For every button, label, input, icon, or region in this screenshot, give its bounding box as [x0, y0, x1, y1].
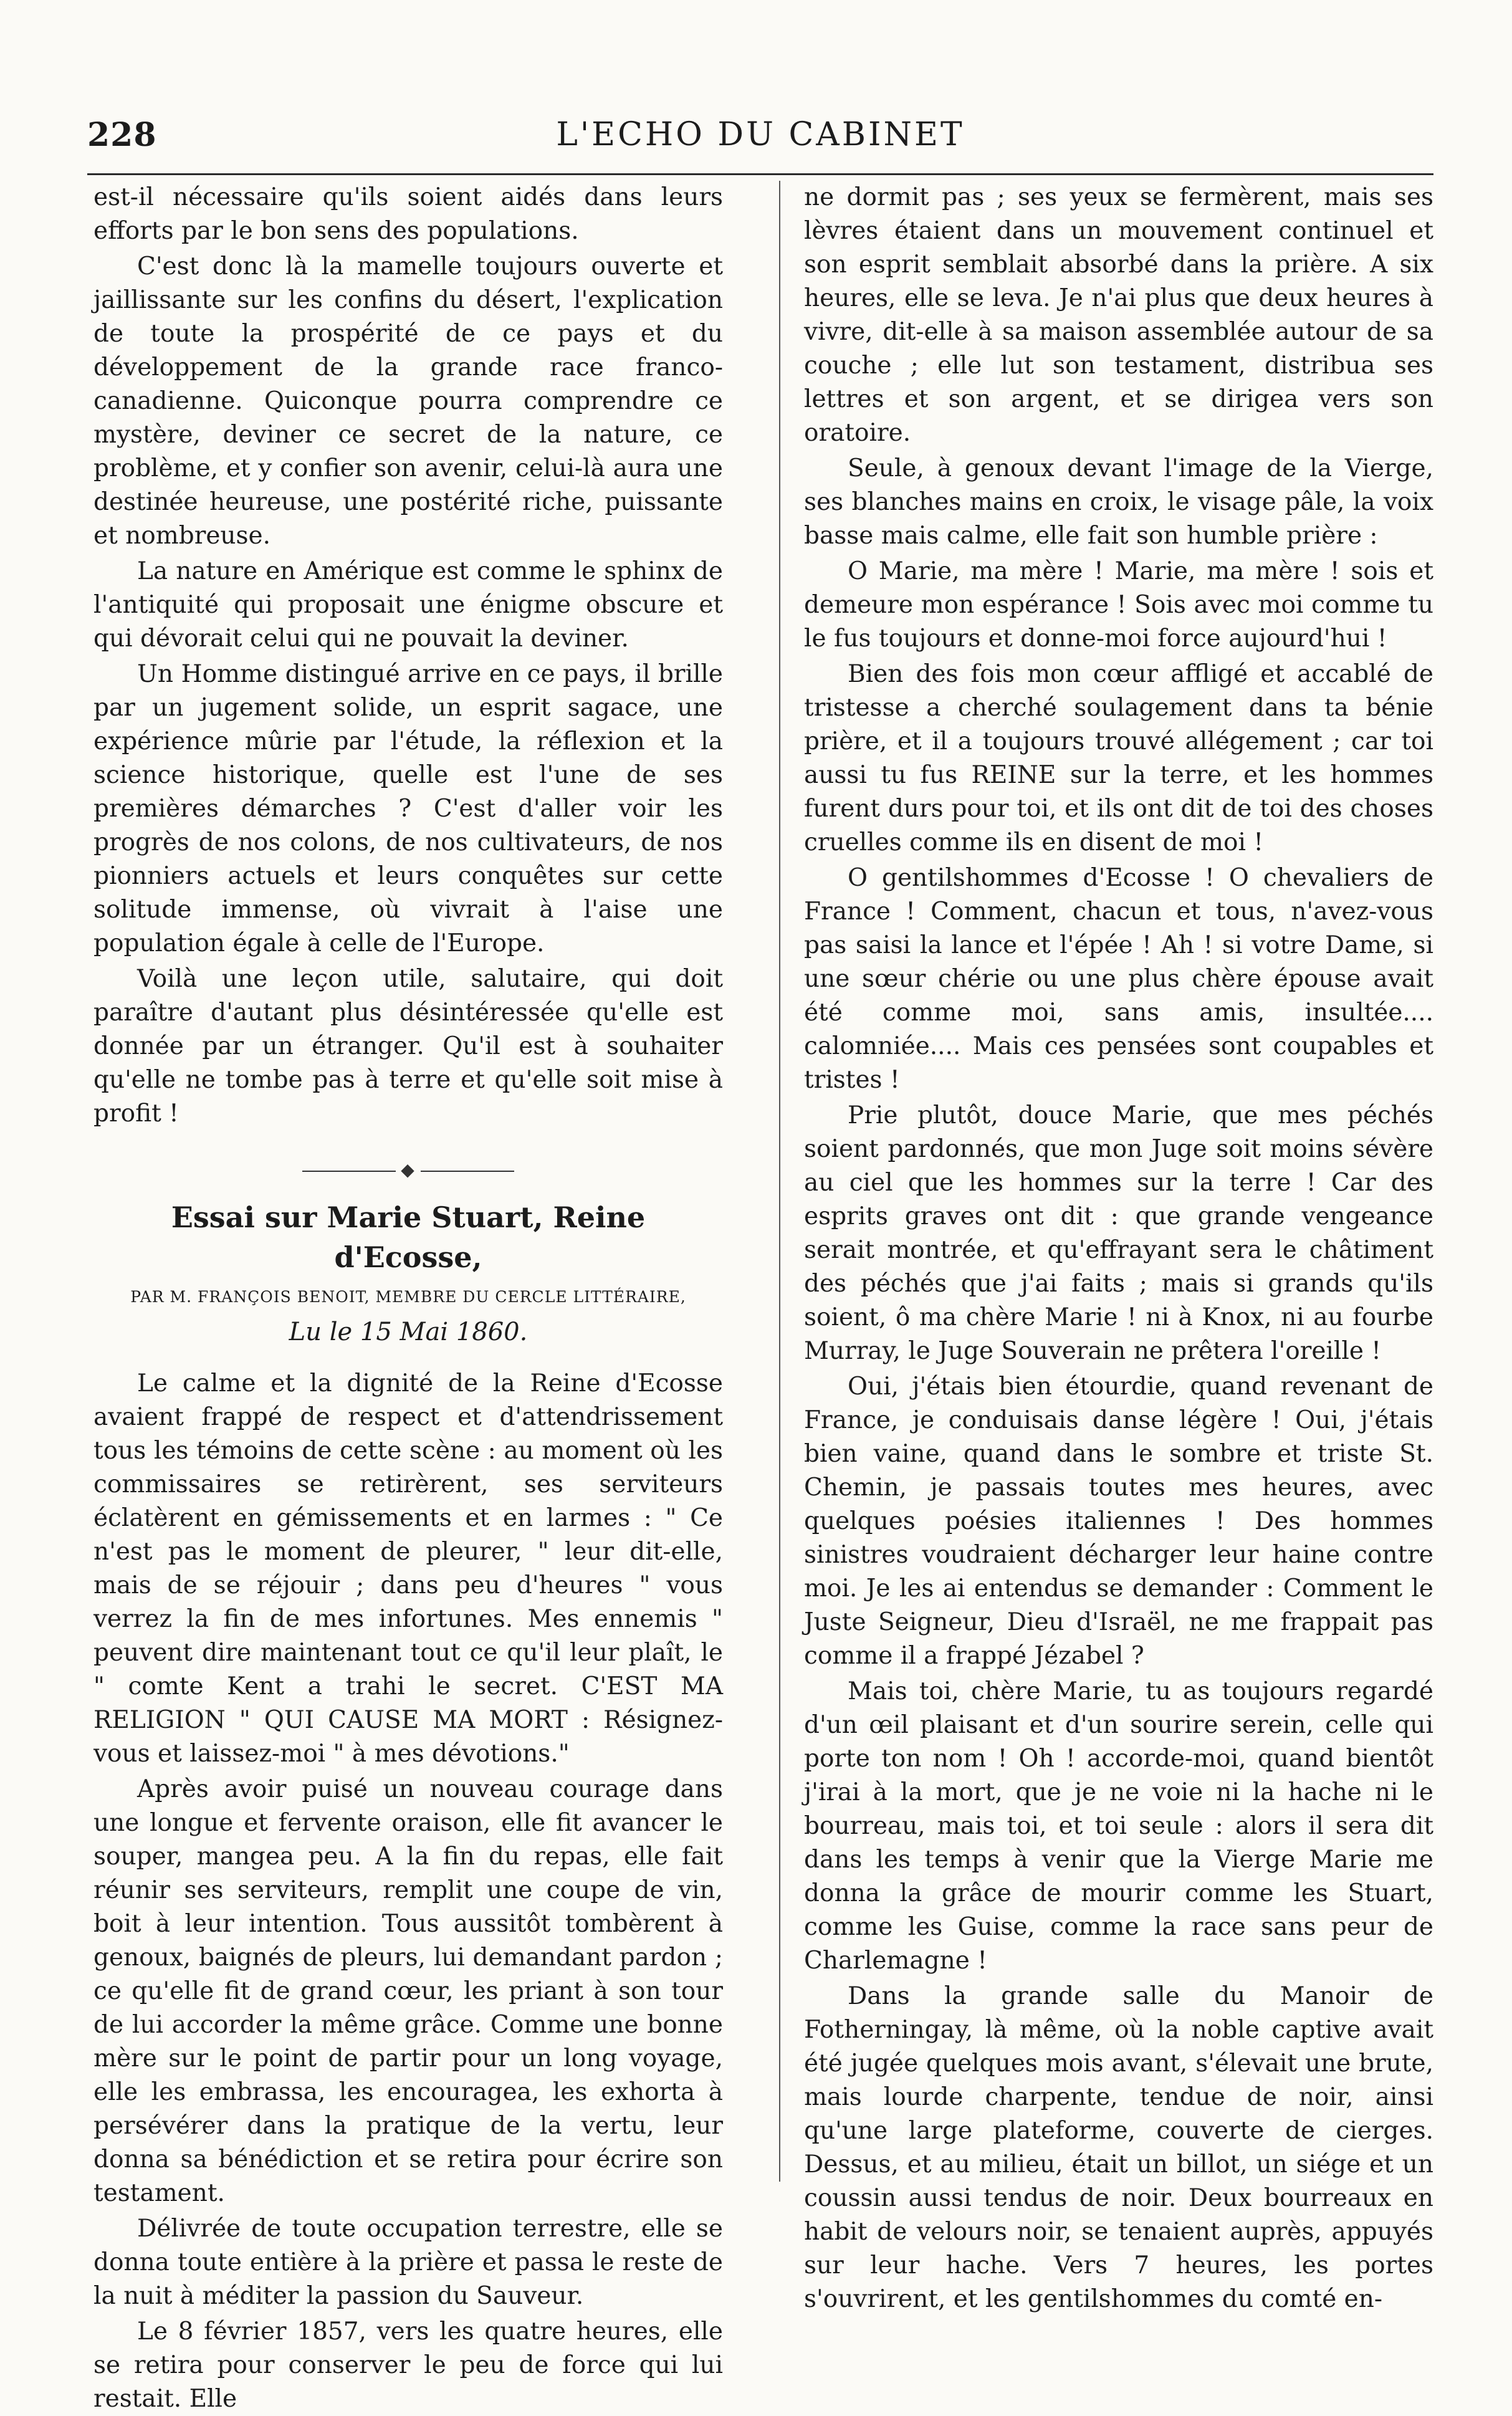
paragraph: C'est donc là la mamelle toujours ouverte et jaillissante sur les confins du désert, l'explication de toute la prospérité de ce pays et du développement de la grande race franco-canadienne. Quiconque pourra comprendre ce mystère, deviner ce secret de la nature, ce problème, et y confier son avenir, celui-là aura une destinée heureuse, une postérité riche, puissante et nombreuse.: [93, 252, 723, 550]
paragraph: Dans la grande salle du Manoir de Fotherningay, là même, où la noble captive avait été jugée quelques mois avant, s'élevait une brute, mais lourde charpente, tendue de noir, ainsi qu'une large plateforme, couverte de cierges. Dessus, et au milieu, était un billot, un siége et un coussin aussi tendus de noir. Deux bourreaux en habit de velours noir, se tenaient auprès, appuyés sur leur hache. Vers 7 heures, les portes s'ouvrirent, et les gentilshommes du comté en-: [804, 1982, 1433, 2313]
paragraph: Le calme et la dignité de la Reine d'Ecosse avaient frappé de respect et d'attendrissement tous les témoins de cette scène : au moment où les commissaires se retirèrent, ses serviteurs éclatèrent en gémissements et en larmes : " Ce n'est pas le moment de pleurer, " leur dit-elle, mais de se réjouir ; dans peu d'heures " vous verrez la fin de mes infortunes. Mes ennemis " peuvent dire maintenant tout ce qu'il leur plaît, le " comte Kent a trahi le secret. C'EST MA RELIGION " QUI CAUSE MA MORT : Résignez-vous et laissez-moi " à mes dévotions.": [93, 1369, 723, 1768]
paragraph: Un Homme distingué arrive en ce pays, il brille par un jugement solide, un esprit sagace, une expérience mûrie par l'étude, la réflexion et la science historique, quelle est l'une de ses premières démarches ? C'est d'aller voir les progrès de nos colons, de nos cultivateurs, de nos pionniers actuels et leurs conquêtes sur cette solitude immense, où vivrait à l'aise une population égale à celle de l'Europe.: [93, 660, 723, 957]
paragraph: Voilà une leçon utile, salutaire, qui doit paraître d'autant plus désintéressée qu'elle est donnée par un étranger. Qu'il est à souhaiter qu'elle ne tombe pas à terre et qu'elle soit mise à profit !: [93, 965, 723, 1128]
header-rule: [87, 173, 1433, 175]
paragraph: O Marie, ma mère ! Marie, ma mère ! sois et demeure mon espérance ! Sois avec moi comme tu le fus toujours et donne-moi force aujourd'hui !: [804, 557, 1433, 653]
paragraph: Oui, j'étais bien étourdie, quand revenant de France, je conduisais danse légère ! Oui, j'étais bien vaine, quand dans le sombre et triste St. Chemin, je passais toutes mes heures, avec quelques poésies italiennes ! Des hommes sinistres voudraient décharger leur haine contre moi. Je les ai entendus se demander : Comment le Juste Seigneur, Dieu d'Israël, ne me frappait pas comme il a frappé Jézabel ?: [804, 1373, 1433, 1670]
article-byline: PAR M. FRANÇOIS BENOIT, MEMBRE DU CERCLE LITTÉRAIRE,: [130, 1288, 686, 1306]
paragraph: O gentilshommes d'Ecosse ! O chevaliers de France ! Comment, chacun et tous, n'avez-vous pas saisi la lance et l'épée ! Ah ! si votre Dame, si une sœur chérie ou une plus chère épouse avait été comme moi, sans amis, insultée.... calomniée.... Mais ces pensées sont coupables et tristes !: [804, 864, 1433, 1094]
paragraph: est-il nécessaire qu'ils soient aidés dans leurs efforts par le bon sens des populations.: [93, 183, 723, 245]
paragraph: Mais toi, chère Marie, tu as toujours regardé d'un œil plaisant et d'un sourire serein, celle qui porte ton nom ! Oh ! accorde-moi, quand bientôt j'irai à la mort, que je ne voie ni la hache ni le bourreau, mais toi, et toi seule : alors il sera dit dans les temps à venir que la Vierge Marie me donna la grâce de mourir comme les Stuart, comme les Guise, comme la race sans peur de Charlemagne !: [804, 1677, 1433, 1975]
article-dateline: Lu le 15 Mai 1860.: [289, 1318, 528, 1346]
right-column: [804, 181, 1433, 2313]
paragraph: Après avoir puisé un nouveau courage dans une longue et fervente oraison, elle fit avancer le souper, mangea peu. A la fin du repas, elle fait réunir ses serviteurs, remplit une coupe de vin, boit à leur intention. Tous aussitôt tombèrent à genoux, baignés de pleurs, lui demandant pardon ; ce qu'elle fit de grand cœur, les priant à son tour de lui accorder la même grâce. Comme une bonne mère sur le point de partir pour un long voyage, elle les embrassa, les encouragea, les exhorta à persévérer dans la pratique de la vertu, leur donna sa bénédiction et se retira pour écrire son testament.: [93, 1775, 723, 2207]
column-divider: [779, 181, 780, 2182]
left-column: [93, 181, 723, 2413]
page-number: 228: [87, 116, 157, 154]
paragraph: Seule, à genoux devant l'image de la Vierge, ses blanches mains en croix, le visage pâle, la voix basse mais calme, elle fait son humble prière :: [804, 454, 1433, 550]
paragraph: ne dormit pas ; ses yeux se fermèrent, mais ses lèvres étaient dans un mouvement continuel et son esprit semblait absorbé dans la prière. A six heures, elle se leva. Je n'ai plus que deux heures à vivre, dit-elle à sa maison assemblée autour de sa couche ; elle lut son testament, distribua ses lettres et son argent, et se dirigea vers son oratoire.: [804, 183, 1433, 447]
paragraph: Prie plutôt, douce Marie, que mes péchés soient pardonnés, que mon Juge soit moins sévère au ciel que les hommes sur la terre ! Car des esprits graves ont dit : que grande vengeance serait montrée, et qu'effrayant sera le châtiment des péchés que j'ai faits ; mais si grands qu'ils soient, ô ma chère Marie ! ni à Knox, ni au fourbe Murray, le Juge Souverain ne prêtera l'oreille !: [804, 1101, 1433, 1365]
journal-title: L'ECHO DU CABINET: [556, 116, 965, 153]
section-divider-ornament: ◆: [93, 1159, 723, 1180]
paragraph: Délivrée de toute occupation terrestre, elle se donna toute entière à la prière et passa le reste de la nuit à méditer la passion du Sauveur.: [93, 2215, 723, 2310]
paragraph: Bien des fois mon cœur affligé et accablé de tristesse a cherché soulagement dans ta bénie prière, et il a toujours trouvé allégement ; car toi aussi tu fus REINE sur la terre, et les hommes furent durs pour toi, et ils ont dit de toi des choses cruelles comme ils en disent de moi !: [804, 660, 1433, 856]
article-title: Essai sur Marie Stuart, Reine d'Ecosse,: [171, 1201, 646, 1274]
page-header: [87, 111, 1433, 167]
paragraph: Le 8 février 1857, vers les quatre heures, elle se retira pour conserver le peu de force qui lui restait. Elle: [93, 2318, 723, 2413]
paragraph: La nature en Amérique est comme le sphinx de l'antiquité qui proposait une énigme obscure et qui dévorait celui qui ne pouvait la deviner.: [93, 557, 723, 653]
